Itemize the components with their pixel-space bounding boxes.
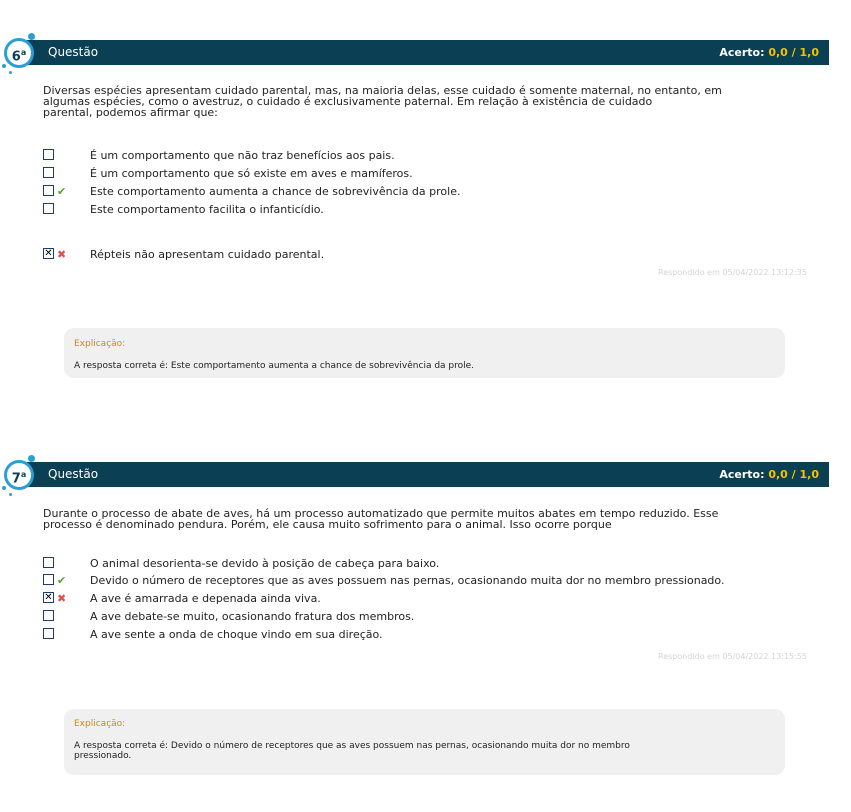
checkbox-icon[interactable] [43, 610, 54, 621]
option-text: É um comportamento que não traz benefícios aos pais. [90, 149, 395, 162]
question-ordinal: a [20, 470, 27, 479]
question-header [22, 462, 829, 487]
checkbox-checked-icon[interactable]: ✕ [44, 592, 53, 603]
explanation-box [64, 709, 785, 775]
statement-line: Diversas espécies apresentam cuidado parental, mas, na maioria delas, esse cuidado é somente maternal, no entanto, em [43, 84, 722, 97]
explanation-box [64, 328, 785, 378]
x-mark-icon: ✖ [57, 248, 67, 261]
score-label: Acerto: [719, 46, 765, 59]
decorative-dot [2, 486, 6, 490]
score-label: Acerto: [719, 468, 765, 481]
explanation-text: A resposta correta é: Este comportamento aumenta a chance de sobrevivência da prole. [74, 361, 475, 371]
answered-timestamp: Respondido em 05/04/2022 13:12:35 [658, 268, 807, 277]
checkbox-icon[interactable] [43, 628, 54, 639]
statement-line: Durante o processo de abate de aves, há um processo automatizado que permite muitos abates em tempo reduzido. Esse [43, 507, 719, 520]
question-header [22, 40, 829, 65]
question-statement [43, 85, 803, 118]
checkbox-checked-icon[interactable]: ✕ [44, 248, 53, 259]
option-text: Devido o número de receptores que as aves possuem nas pernas, ocasionando muita dor no membro pressionado. [90, 574, 725, 587]
option-text: A ave é amarrada e depenada ainda viva. [90, 592, 321, 605]
decorative-dot [9, 71, 12, 74]
explanation-label: Explicação: [74, 339, 126, 349]
check-mark-icon: ✔ [57, 574, 67, 587]
decorative-dot [9, 493, 12, 496]
explanation-line: pressionado. [74, 751, 132, 761]
option-text: Este comportamento facilita o infanticídio. [90, 203, 324, 216]
statement-line: parental, podemos afirmar que: [43, 106, 218, 119]
decorative-dot [2, 64, 6, 68]
question-statement [43, 508, 803, 530]
checkbox-icon[interactable] [43, 574, 54, 585]
question-title: Questão [48, 467, 99, 481]
question-number: 7 [11, 471, 21, 487]
question-number: 6 [11, 49, 21, 65]
explanation-text [74, 741, 764, 761]
score-value: 0,0 / 1,0 [768, 46, 819, 59]
decorative-dot [28, 33, 35, 40]
checkbox-icon[interactable] [43, 185, 54, 196]
checkbox-icon[interactable] [43, 149, 54, 160]
checkbox-icon[interactable] [43, 203, 54, 214]
option-text: O animal desorienta-se devido à posição de cabeça para baixo. [90, 557, 440, 570]
question-number-badge [4, 38, 34, 68]
option-text: Répteis não apresentam cuidado parental. [90, 248, 325, 261]
x-mark-icon: ✖ [57, 592, 67, 605]
decorative-dot [28, 455, 35, 462]
score [719, 468, 819, 481]
option-text: Este comportamento aumenta a chance de sobrevivência da prole. [90, 185, 461, 198]
checkbox-icon[interactable] [43, 557, 54, 568]
explanation-line: A resposta correta é: Devido o número de receptores que as aves possuem nas pernas, ocasionando muita dor no membro [74, 741, 630, 751]
score [719, 46, 819, 59]
score-value: 0,0 / 1,0 [768, 468, 819, 481]
statement-line: processo é denominado pendura. Porém, ele causa muito sofrimento para o animal. Isso ocorre porque [43, 518, 612, 531]
checkbox-icon[interactable] [43, 167, 54, 178]
statement-line: algumas espécies, como o avestruz, o cuidado é exclusivamente paternal. Em relação à existência de cuidado [43, 95, 653, 108]
option-text: A ave debate-se muito, ocasionando fratura dos membros. [90, 610, 415, 623]
answered-timestamp: Respondido em 05/04/2022 13:15:55 [658, 652, 807, 661]
question-number-badge [4, 460, 34, 490]
check-mark-icon: ✔ [57, 185, 67, 198]
explanation-label: Explicação: [74, 719, 126, 729]
question-title: Questão [48, 45, 99, 59]
question-ordinal: a [20, 48, 27, 57]
option-text: A ave sente a onda de choque vindo em sua direção. [90, 628, 383, 641]
option-text: É um comportamento que só existe em aves e mamíferos. [90, 167, 413, 180]
